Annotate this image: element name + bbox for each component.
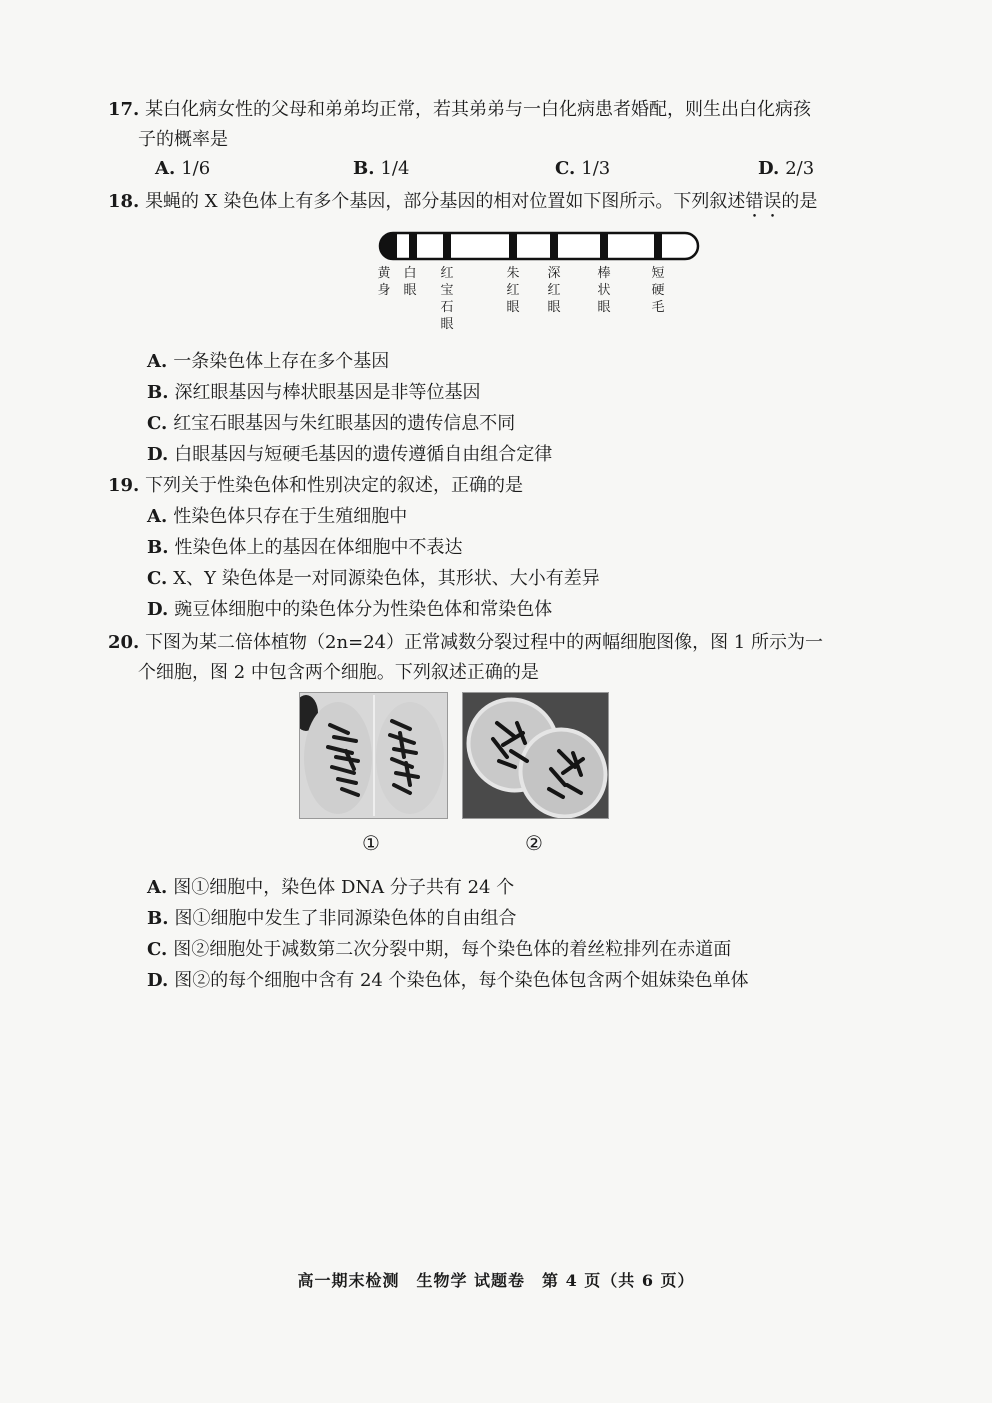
q20-stem-line1 xyxy=(108,631,823,655)
q19-number: 19. xyxy=(108,475,140,496)
gene-label-bar-eye: 棒状眼 xyxy=(597,266,611,315)
q19-option-d: D. 豌豆体细胞中的染色体分为性染色体和常染色体 xyxy=(147,599,553,620)
q18-stem-emphasis: 错误 xyxy=(745,191,782,212)
q17-option-c: C. 1/3 xyxy=(555,158,611,179)
q18-option-b: B. 深红眼基因与棒状眼基因是非等位基因 xyxy=(147,382,481,403)
q17-number: 17. xyxy=(108,99,140,120)
micrograph-1 xyxy=(299,692,448,819)
gene-label-ruby-eye: 红宝石眼 xyxy=(440,266,454,332)
x-chromosome-diagram xyxy=(370,225,710,345)
q20-option-b: B. 图①细胞中发生了非同源染色体的自由组合 xyxy=(147,908,517,929)
q19-stem xyxy=(108,474,523,498)
micrograph-2-image xyxy=(463,693,608,818)
micrograph-1-image xyxy=(300,693,447,818)
q17-stem-text: 某白化病女性的父母和弟弟均正常，若其弟弟与一白化病患者婚配，则生出白化病孩 xyxy=(145,99,812,120)
q18-option-d: D. 白眼基因与短硬毛基因的遗传遵循自由组合定律 xyxy=(147,444,553,465)
gene-label-vermilion-eye: 朱红眼 xyxy=(506,266,520,315)
band-vermilion-eye xyxy=(509,233,517,259)
q20-option-a: A. 图①细胞中，染色体 DNA 分子共有 24 个 xyxy=(147,877,515,898)
micrograph-2 xyxy=(462,692,609,819)
q20-number: 20. xyxy=(108,632,140,653)
q19-option-a: A. 性染色体只存在于生殖细胞中 xyxy=(147,506,408,527)
band-short-bristle xyxy=(654,233,662,259)
q20-stem-text: 下图为某二倍体植物（2n=24）正常减数分裂过程中的两幅细胞图像，图 1 所示为一 xyxy=(145,632,823,653)
q19-stem-text: 下列关于性染色体和性别决定的叙述，正确的是 xyxy=(145,475,524,496)
q17-option-b: B. 1/4 xyxy=(353,158,410,179)
band-bar-eye xyxy=(600,233,608,259)
q18-stem-suffix: 的是 xyxy=(781,191,818,212)
q17-option-d: D. 2/3 xyxy=(758,158,815,179)
q18-number: 18. xyxy=(108,191,140,212)
q17-option-a: A. 1/6 xyxy=(155,158,211,179)
q18-stem-prefix: 果蝇的 X 染色体上有多个基因，部分基因的相对位置如下图所示。下列叙述 xyxy=(145,191,746,212)
q19-option-b: B. 性染色体上的基因在体细胞中不表达 xyxy=(147,537,463,558)
band-crimson-eye xyxy=(550,233,558,259)
q18-option-c: C. 红宝石眼基因与朱红眼基因的遗传信息不同 xyxy=(147,413,516,434)
q17-stem-line1 xyxy=(108,98,811,122)
q20-stem-line2: 个细胞，图 2 中包含两个细胞。下列叙述正确的是 xyxy=(138,662,539,683)
chromosome-outline xyxy=(380,233,698,259)
gene-label-yellow-body: 黄身 xyxy=(377,266,391,298)
q20-option-c: C. 图②细胞处于减数第二次分裂中期，每个染色体的着丝粒排列在赤道面 xyxy=(147,939,732,960)
q17-stem-line2: 子的概率是 xyxy=(138,129,228,150)
q17-options xyxy=(155,158,855,182)
gene-label-crimson-eye: 深红眼 xyxy=(547,266,561,315)
q18-option-a: A. 一条染色体上存在多个基因 xyxy=(147,351,390,372)
gene-label-white-eye: 白眼 xyxy=(403,266,417,298)
page-footer: 高一期末检测 生物学 试题卷 第 4 页（共 6 页） xyxy=(297,1271,695,1290)
figure-label-1: ① xyxy=(362,831,380,855)
q19-option-c: C. X、Y 染色体是一对同源染色体，其形状、大小有差异 xyxy=(147,568,600,589)
q20-option-d: D. 图②的每个细胞中含有 24 个染色体，每个染色体包含两个姐妹染色单体 xyxy=(147,970,749,991)
chromosome-bar xyxy=(370,225,710,265)
q18-stem xyxy=(108,190,817,222)
figure-label-2: ② xyxy=(525,831,543,855)
band-white-eye xyxy=(409,233,417,259)
gene-label-short-bristle: 短硬毛 xyxy=(651,266,665,315)
band-ruby-eye xyxy=(443,233,451,259)
